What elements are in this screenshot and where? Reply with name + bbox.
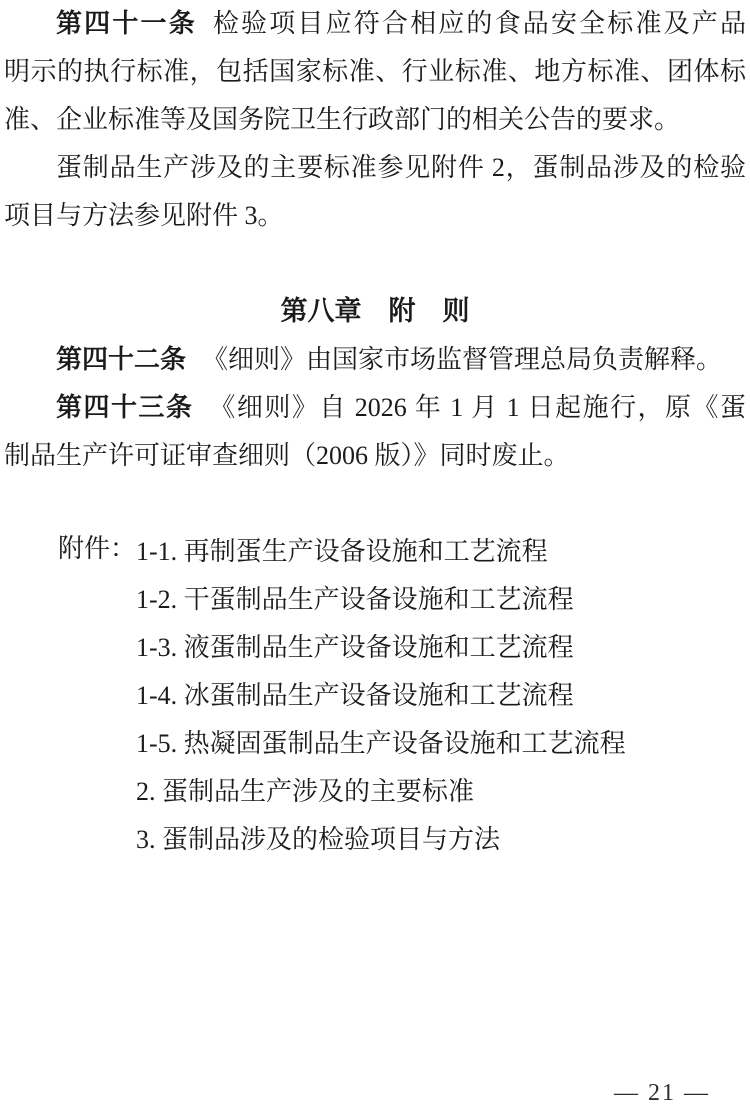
article-43-line-1 [4, 384, 746, 432]
article-41-line-3: 准、企业标准等及国务院卫生行政部门的相关公告的要求。 [4, 105, 681, 134]
blank-line [4, 240, 746, 288]
article-41-label: 第四十一条 [56, 9, 197, 39]
standards-reference-paragraph [4, 144, 746, 240]
article-43-text-1: 《细则》自 2026 年 1 月 1 日起施行，原《蛋 [209, 393, 746, 422]
article-43-paragraph [4, 384, 746, 480]
article-43-line-2: 制品生产许可证审查细则（2006 版）》同时废止。 [4, 441, 570, 470]
attachment-item-3: 3. 蛋制品涉及的检验项目与方法 [136, 825, 501, 854]
article-42-paragraph [4, 336, 746, 384]
article-43-label: 第四十三条 [56, 393, 194, 423]
attachments-label: 附件： [58, 534, 137, 563]
article-41-paragraph [4, 0, 746, 144]
blank-line [4, 480, 746, 528]
attachment-item-1-5: 1-5. 热凝固蛋制品生产设备设施和工艺流程 [136, 729, 626, 758]
page-number: — 21 — [614, 1080, 710, 1106]
article-41-line-1 [4, 0, 746, 48]
article-42-text: 《细则》由国家市场监督管理总局负责解释。 [202, 345, 723, 374]
standards-reference-line-2: 项目与方法参见附件 3。 [4, 201, 284, 230]
attachment-item-1-4: 1-4. 冰蛋制品生产设备设施和工艺流程 [136, 681, 574, 710]
article-42-label: 第四十二条 [56, 345, 187, 375]
standards-reference-line-1: 蛋制品生产涉及的主要标准参见附件 2，蛋制品涉及的检验 [56, 153, 746, 182]
attachment-item-2: 2. 蛋制品生产涉及的主要标准 [136, 777, 475, 806]
attachment-item-1-3: 1-3. 液蛋制品生产设备设施和工艺流程 [136, 633, 574, 662]
chapter-8-heading: 第八章 附 则 [280, 296, 470, 327]
attachment-item-1-1: 1-1. 再制蛋生产设备设施和工艺流程 [136, 537, 548, 566]
attachments-section [4, 528, 746, 864]
attachment-item-1-2: 1-2. 干蛋制品生产设备设施和工艺流程 [136, 585, 574, 614]
article-41-text-1: 检验项目应符合相应的食品安全标准及产品 [212, 9, 746, 38]
article-41-line-2: 明示的执行标准，包括国家标准、行业标准、地方标准、团体标 [4, 57, 746, 86]
